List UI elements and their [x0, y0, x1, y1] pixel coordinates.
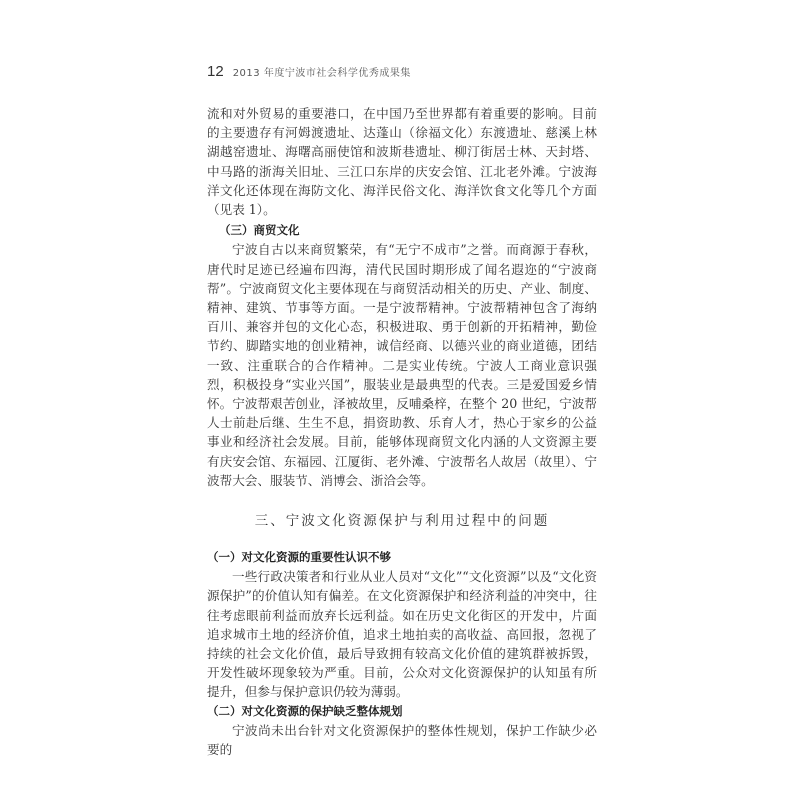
page-number: 12 [207, 63, 224, 80]
paragraph-commerce-culture: 宁波自古以来商贸繁荣，有“无宁不成市”之誉。而商源于春秋，唐代时足迹已经遍布四海，清代民国时期形成了闻名遐迩的“宁波商帮”。宁波商贸文化主要体现在与商贸活动相关的历史、产业、制度、精神、建筑、节事等方面。一是宁波帮精神。宁波帮精神包含了海纳百川、兼容并包的文化心态，积极进取、勇于创新的开拓精神，勤俭节约、脚踏实地的创业精神，诚信经商、以德兴业的商业道德，团结一致、注重联合的合作精神。二是实业传统。宁波人工商业意识强烈，积极投身“实业兴国”，服装业是最典型的代表。三是爱国爱乡情怀。宁波帮艰苦创业，泽被故里，反哺桑梓，在整个 20 世纪，宁波帮人士前赴后继、生生不息，捐资助教、乐育人才，热心于家乡的公益事业和经济社会发展。目前，能够体现商贸文化内涵的人文资源主要有庆安会馆、东福园、江厦街、老外滩、宁波帮名人故居（故里）、宁波帮大会、服装节、消博会、浙洽会等。 [207, 242, 597, 488]
subheading-planning: （二）对文化资源的保护缺乏整体规划 [207, 703, 403, 718]
page-body [207, 104, 597, 759]
subheading-commerce-culture: （三）商贸文化 [219, 223, 300, 238]
subheading-importance: （一）对文化资源的重要性认识不够 [207, 550, 391, 565]
page-header [207, 63, 411, 83]
section-title: 三、宁波文化资源保护与利用过程中的问题 [254, 513, 550, 530]
running-head: 2013 年度宁波市社会科学优秀成果集 [232, 68, 411, 79]
paragraph-maritime-culture: 流和对外贸易的重要港口，在中国乃至世界都有着重要的影响。目前的主要遗存有河姆渡遗址、达蓬山（徐福文化）东渡遗址、慈溪上林湖越窑遗址、海曙高丽使馆和波斯巷遗址、柳汀街居士林、天封塔、中马路的浙海关旧址、三江口东岸的庆安会馆、江北老外滩。宁波海洋文化还体现在海防文化、海洋民俗文化、海洋饮食文化等几个方面（见表 1）。 [207, 106, 597, 218]
paragraph-importance: 一些行政决策者和行业从业人员对“文化”“文化资源”以及“文化资源保护”的价值认知有偏差。在文化资源保护和经济利益的冲突中，往往考虑眼前利益而放弃长远利益。如在历史文化街区的开发中，片面追求城市土地的经济价值，追求土地拍卖的高收益、高回报，忽视了持续的社会文化价值，最后导致拥有较高文化价值的建筑群被拆毁，开发性破坏现象较为严重。目前，公众对文化资源保护的认知虽有所提升，但参与保护意识仍较为薄弱。 [207, 569, 597, 700]
paragraph-planning: 宁波尚未出台针对文化资源保护的整体性规划，保护工作缺少必要的 [207, 722, 597, 758]
